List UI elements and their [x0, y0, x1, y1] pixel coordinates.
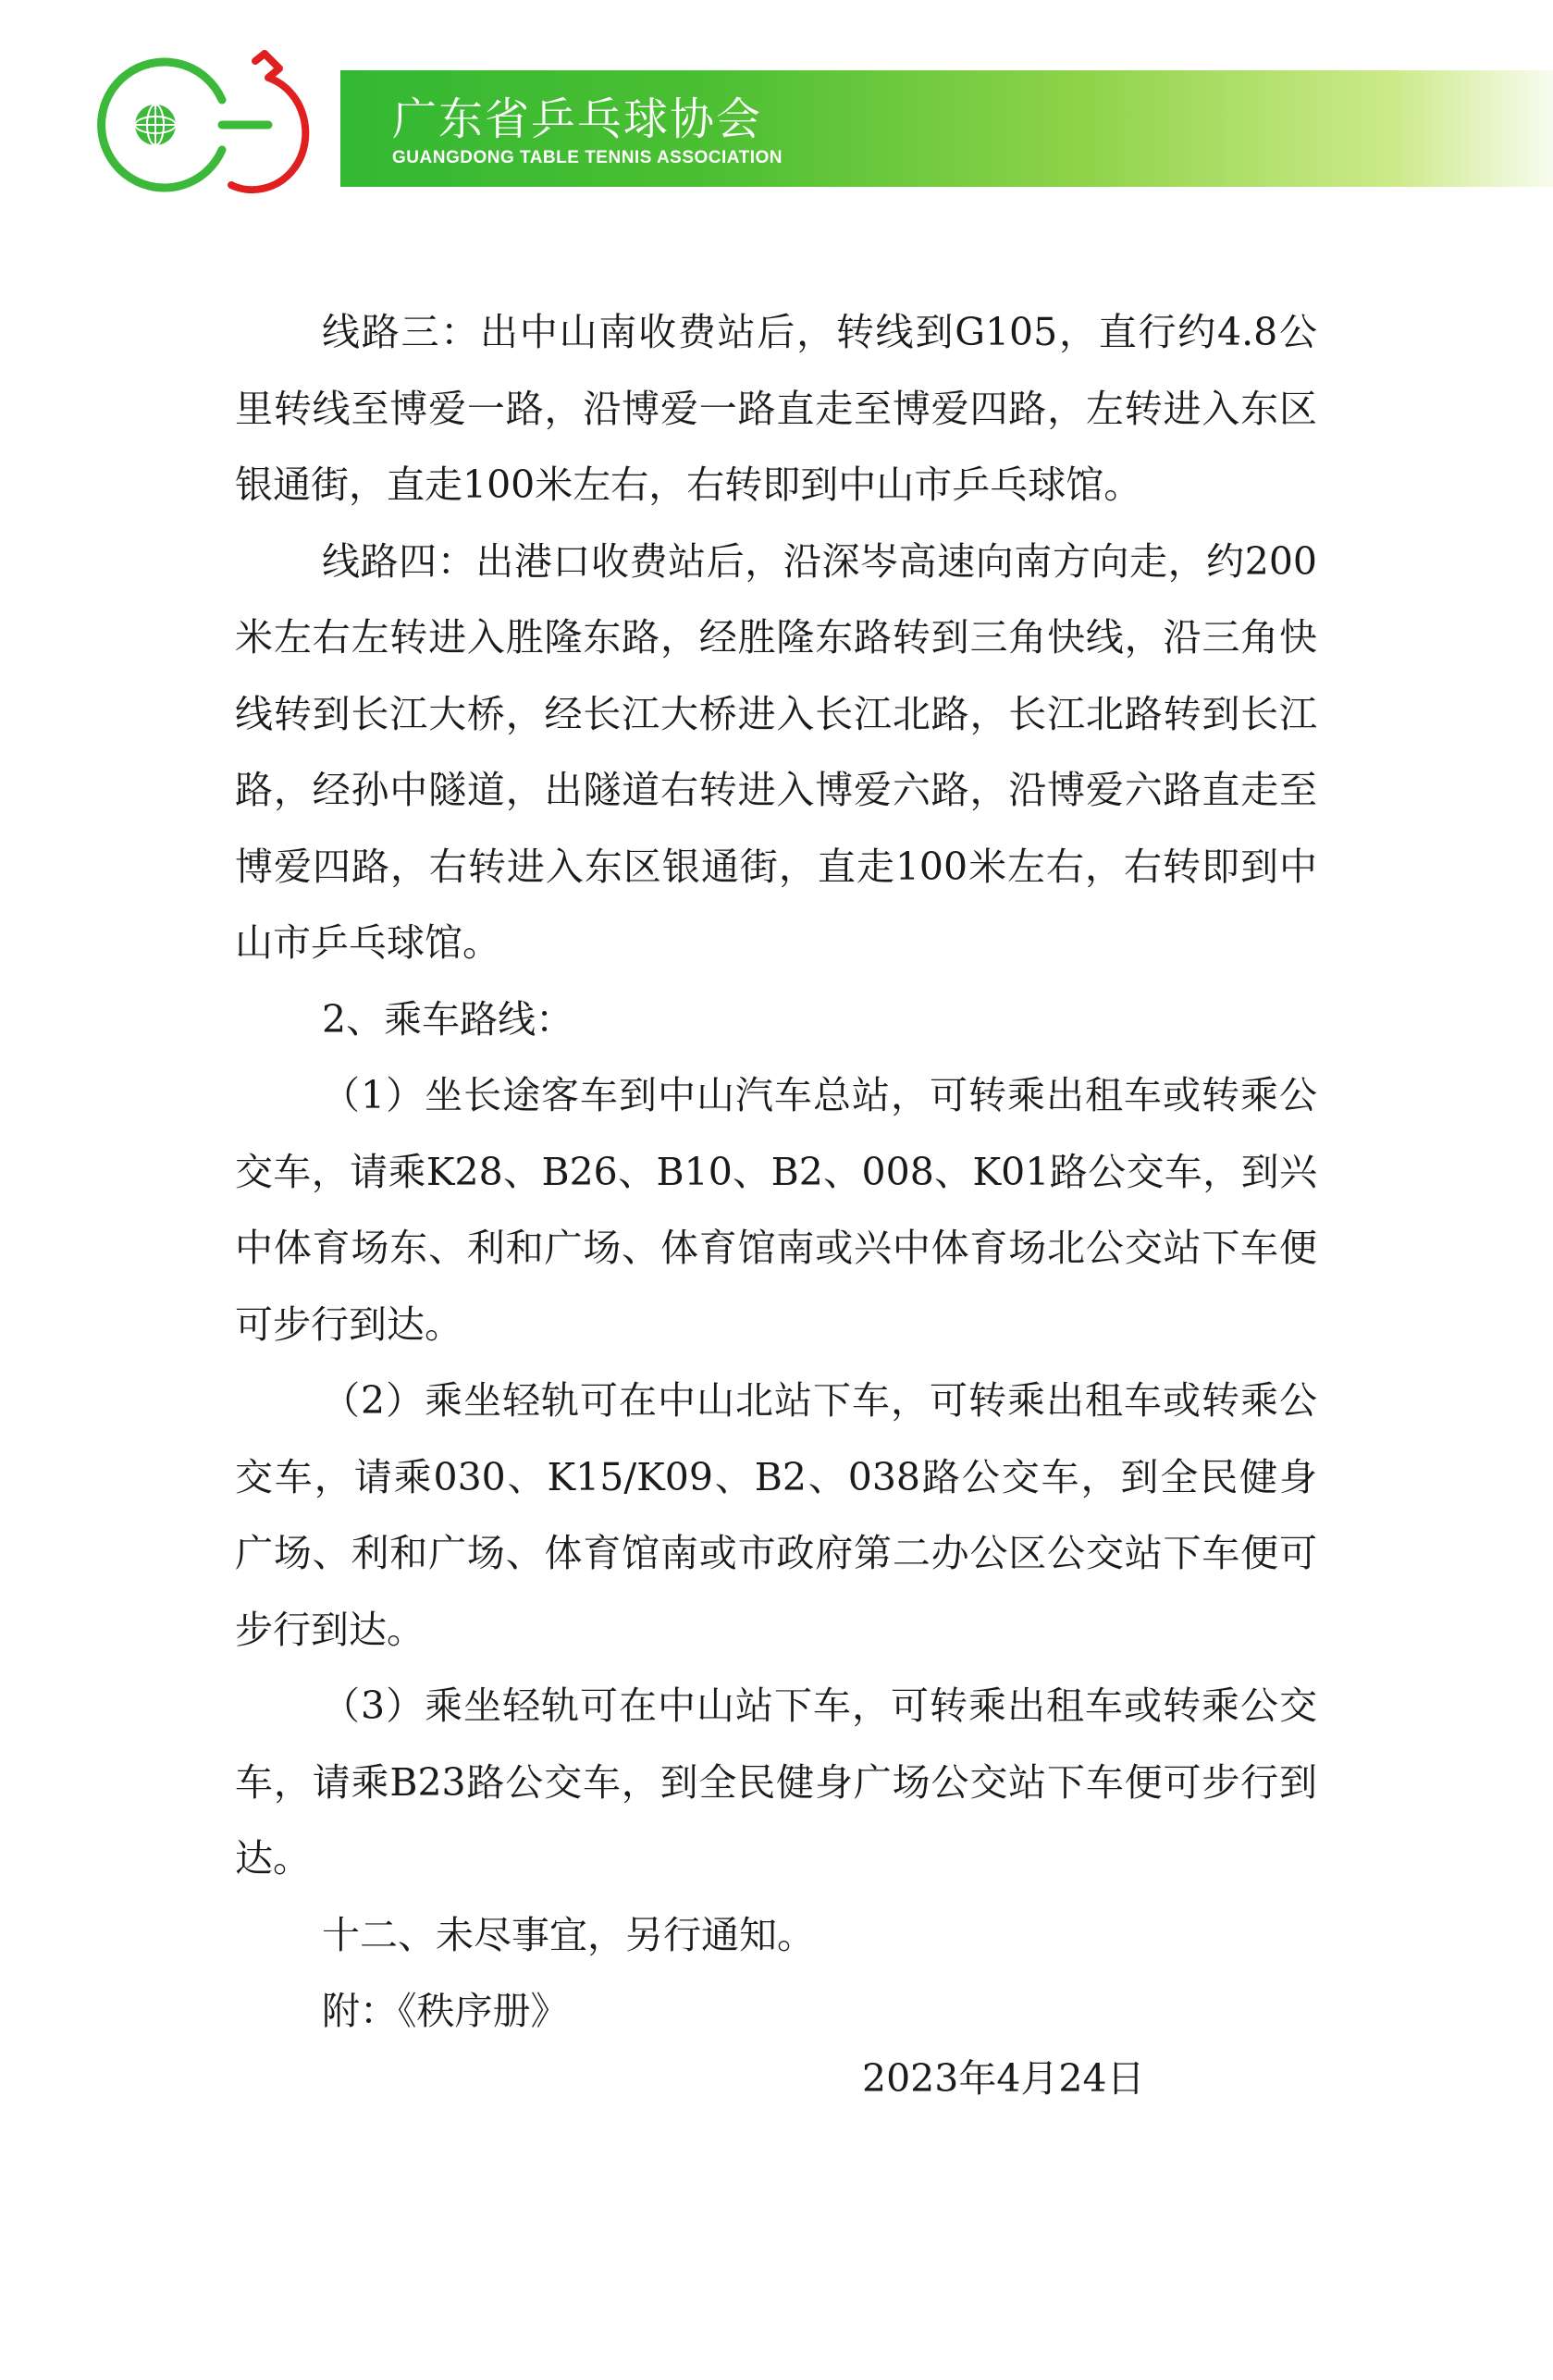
association-logo-icon — [83, 46, 351, 203]
transit-option-1: （1）坐长途客车到中山汽车总站，可转乘出租车或转乘公交车，请乘K28、B26、B10、B2、008、K01路公交车，到兴中体育场东、利和广场、体育馆南或兴中体育场北公交站下车便可步行到达。 — [235, 1073, 1317, 1347]
attachment-note: 附：《秩序册》 — [322, 1989, 569, 2033]
route-four-paragraph: 线路四：出港口收费站后，沿深岑高速向南方向走，约200米左右左转进入胜隆东路，经胜隆东路转到三角快线，沿三角快线转到长江大桥，经长江大桥进入长江北路，长江北路转到长江路，经孙中隧道，出隧道右转进入博爱六路，沿博爱六路直走至博爱四路，右转进入东区银通街，直走100米左右，右转即到中山市乒乓球馆。 — [235, 538, 1317, 965]
org-name-en: GUANGDONG TABLE TENNIS ASSOCIATION — [392, 148, 783, 167]
letterhead — [83, 46, 1498, 203]
header-banner — [340, 70, 1553, 187]
transit-heading: 2、乘车路线： — [322, 996, 574, 1042]
transit-option-3: （3）乘坐轻轨可在中山站下车，可转乘出租车或转乘公交车，请乘B23路公交车，到全民健身广场公交站下车便可步行到达。 — [235, 1683, 1317, 1881]
route-three-paragraph: 线路三：出中山南收费站后，转线到G105，直行约4.8公里转线至博爱一路，沿博爱一路直走至博爱四路，左转进入东区银通街，直走100米左右，右转即到中山市乒乓球馆。 — [235, 310, 1317, 507]
document-body — [235, 294, 1317, 2050]
section-twelve: 十二、未尽事宜，另行通知。 — [322, 1912, 815, 1957]
document-date: 2023年4月24日 — [862, 2056, 1145, 2101]
org-name-cn: 广东省乒乓球协会 — [392, 93, 763, 145]
transit-option-2: （2）乘坐轻轨可在中山北站下车，可转乘出租车或转乘公交车，请乘030、K15/K09、B2、038路公交车，到全民健身广场、利和广场、体育馆南或市政府第二办公区公交站下车便可步行到达。 — [235, 1378, 1317, 1652]
